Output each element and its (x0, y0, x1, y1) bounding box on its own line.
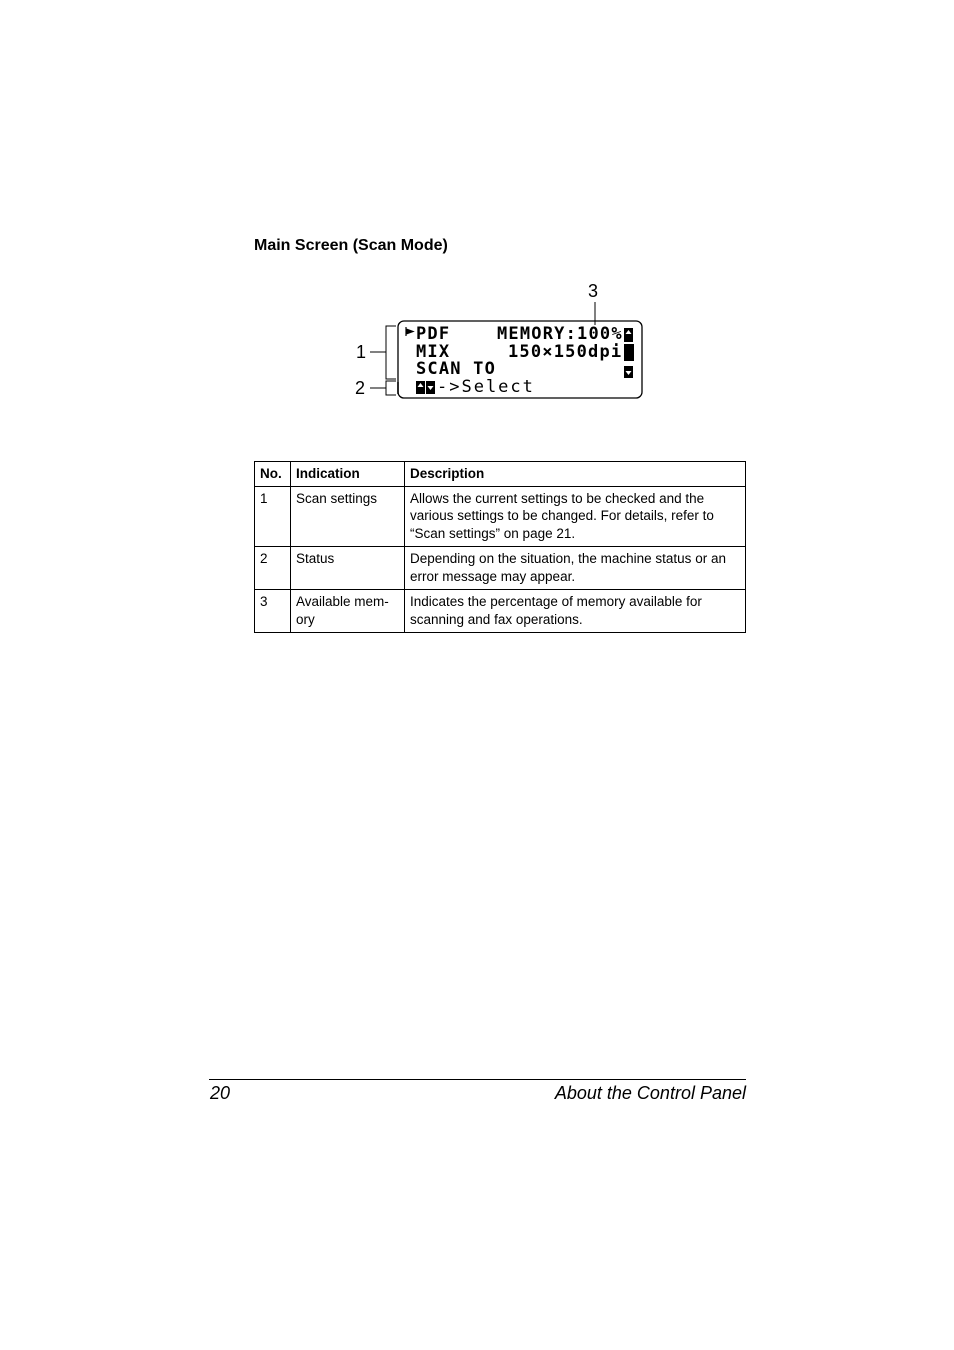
section-title: Main Screen (Scan Mode) (254, 237, 448, 254)
indication-table (254, 461, 746, 633)
page-number: 20 (210, 1083, 231, 1103)
footer-divider (209, 1079, 746, 1080)
lcd-line-2-left: MIX (416, 342, 451, 362)
callout-2: 2 (355, 378, 366, 398)
header-no: No. (255, 462, 291, 487)
cell-description: Depending on the situation, the machine status or an error message may appear. (405, 547, 746, 590)
lcd-diagram (350, 280, 650, 405)
table-row (255, 590, 746, 633)
cell-no: 3 (255, 590, 291, 633)
callout-3: 3 (588, 281, 599, 301)
lcd-line-1-right: MEMORY:100% (497, 324, 623, 344)
lcd-line-2-right: 150×150dpi (508, 342, 623, 362)
cell-no: 1 (255, 486, 291, 547)
scroll-up-icon (624, 328, 633, 342)
cell-description: Indicates the percentage of memory available for scanning and fax operations. (405, 590, 746, 633)
footer-chapter-title: About the Control Panel (554, 1083, 746, 1103)
scroll-down-icon (624, 366, 633, 378)
cursor-arrow-icon (406, 327, 413, 336)
cell-indication: Status (291, 547, 405, 590)
lcd-line-1-left: PDF (416, 324, 451, 344)
header-description: Description (405, 462, 746, 487)
header-indication: Indication (291, 462, 405, 487)
cell-indication: Available mem-ory (291, 590, 405, 633)
cell-no: 2 (255, 547, 291, 590)
cell-description: Allows the current settings to be checked and the various settings to be changed. For details, refer to “Scan settings” on page 21. (405, 486, 746, 547)
table-row (255, 547, 746, 590)
scroll-bar-icon (624, 344, 634, 361)
lcd-line-4: ->Select (437, 377, 535, 397)
up-down-keys-icon (416, 381, 435, 394)
table-header-row (255, 462, 746, 487)
lcd-line-3: SCAN TO (416, 359, 497, 379)
table-row (255, 486, 746, 547)
callout-1: 1 (356, 342, 367, 362)
cell-indication: Scan settings (291, 486, 405, 547)
